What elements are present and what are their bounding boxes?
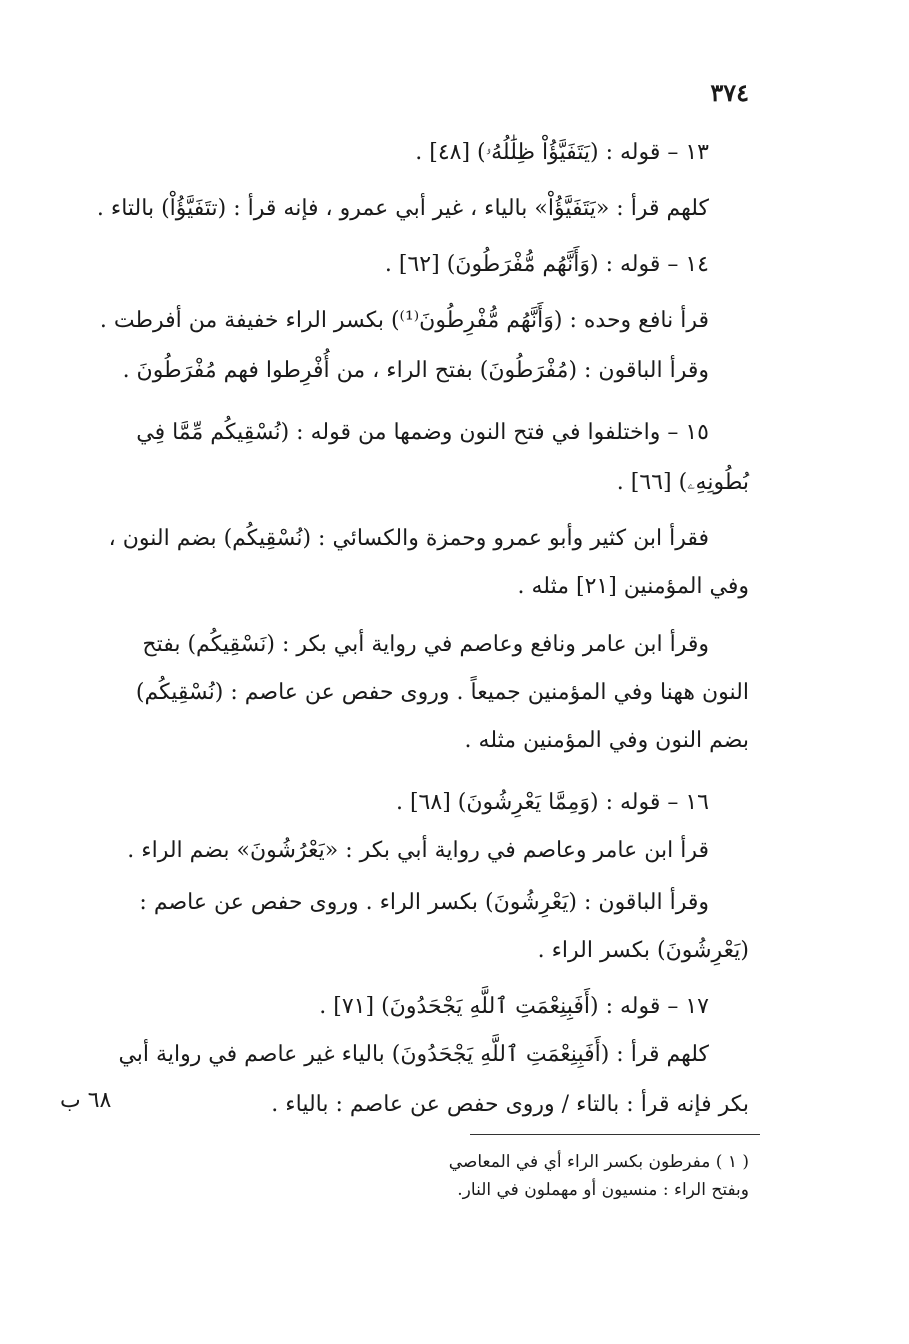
text-line: ١٣ – قوله : (يَتَفَيَّؤُاْ ظِلَٰلُهُۥ) [٤٨] . [415, 140, 709, 165]
text-line: بضم النون وفي المؤمنين مثله . [464, 728, 749, 753]
text-line: بكر فإنه قرأ : بالتاء / وروى حفص عن عاصم : بالياء . [271, 1092, 749, 1117]
text-line: (يَعْرِشُونَ) بكسر الراء . [537, 938, 749, 963]
text-line: وفي المؤمنين [٢١] مثله . [517, 574, 749, 599]
text-line: وقرأ الباقون : (مُفْرَطُونَ) بفتح الراء ، من أُفْرِطوا فهم مُفْرَطُونَ . [122, 358, 709, 383]
text-line: فقرأ ابن كثير وأبو عمرو وحمزة والكسائي : (نُسْقِيكُم) بضم النون ، [108, 526, 709, 551]
text-line: كلهم قرأ : «يَتَفَيَّؤُاْ» بالياء ، غير أبي عمرو ، فإنه قرأ : (تتَفَيَّؤُاْ) بالتاء . [96, 196, 709, 221]
footnote-line: وبفتح الراء : منسيون أو مهملون في النار. [457, 1180, 749, 1200]
text-line: كلهم قرأ : (أَفَبِنِعْمَتِ ٱللَّهِ يَجْحَدُونَ) بالياء غير عاصم في رواية أبي [118, 1042, 709, 1067]
footnote-divider [470, 1134, 760, 1135]
text-line: وقرأ الباقون : (يَعْرِشُونَ) بكسر الراء . وروى حفص عن عاصم : [139, 890, 709, 915]
text-line: النون ههنا وفي المؤمنين جميعاً . وروى حفص عن عاصم : (نُسْقِيكُم) [135, 680, 749, 705]
text-line: بُطُونِهِۦ) [٦٦] . [616, 470, 749, 495]
page-number: ٣٧٤ [710, 78, 749, 107]
text-line: قرأ نافع وحده : (وَأَنَّهُم مُّفْرِطُونَ⁽¹⁾) بكسر الراء خفيفة من أفرطت . [99, 308, 709, 333]
manuscript-folio-note: ٦٨ ب [60, 1088, 112, 1113]
footnote-line: ( ١ ) مفرطون بكسر الراء أي في المعاصي [448, 1152, 749, 1172]
text-line: وقرأ ابن عامر ونافع وعاصم في رواية أبي بكر : (نَسْقِيكُم) بفتح [142, 632, 709, 657]
text-line: ١٧ – قوله : (أَفَبِنِعْمَتِ ٱللَّهِ يَجْحَدُونَ) [٧١] . [319, 994, 709, 1019]
text-line: ١٤ – قوله : (وَأَنَّهُم مُّفْرَطُونَ) [٦٢] . [384, 252, 709, 277]
text-line: قرأ ابن عامر وعاصم في رواية أبي بكر : «يَعْرُشُونَ» بضم الراء . [127, 838, 709, 863]
text-line: ١٥ – واختلفوا في فتح النون وضمها من قوله : (نُسْقِيكُم مِّمَّا فِي [136, 420, 709, 445]
text-line: ١٦ – قوله : (وَمِمَّا يَعْرِشُونَ) [٦٨] . [395, 790, 709, 815]
